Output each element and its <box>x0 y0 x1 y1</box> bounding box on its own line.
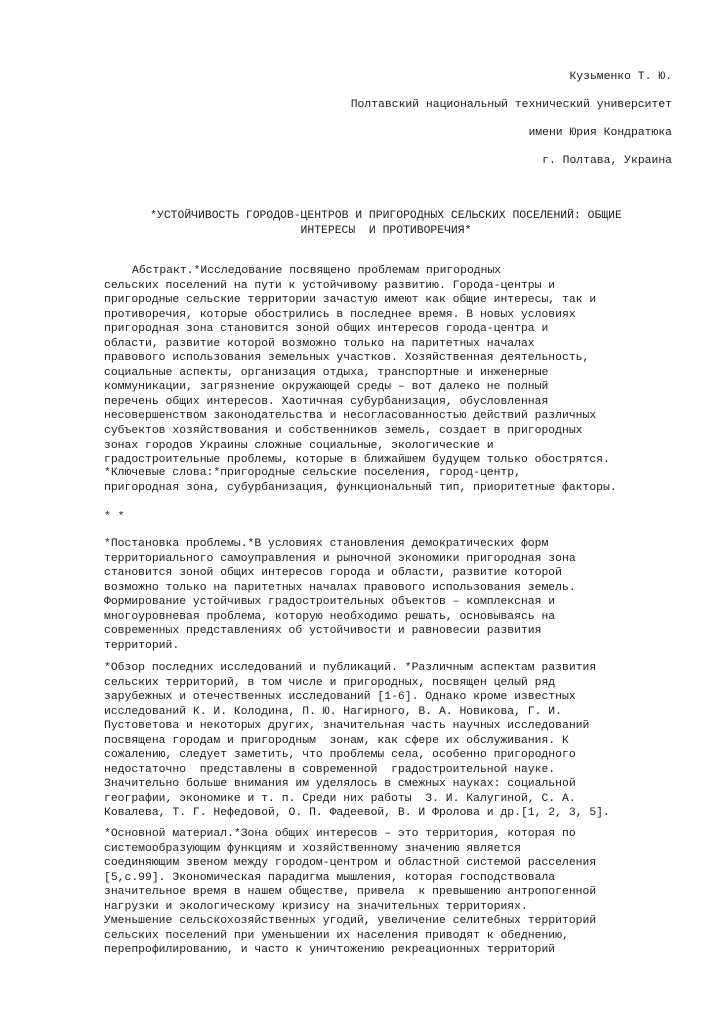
abstract-line: сельских поселений на пути к устойчивому развитию. Города-центры и <box>104 279 556 292</box>
title-line: ИНТЕРЕСЫ И ПРОТИВОРЕЧИЯ* <box>300 225 472 237</box>
review-paragraph <box>104 661 664 821</box>
main-line: сельских поселений при уменьшении их населения приводят к обеднению, <box>104 929 569 942</box>
main-line: значительное время в нашем обществе, привела к превышению антропогенной <box>104 886 597 899</box>
main-line: *Основной материал.*Зона общих интересов – это территория, которая по <box>104 828 576 840</box>
author-name: Кузьменко Т. Ю. <box>569 71 672 83</box>
title-line: *УСТОЙЧИВОСТЬ ГОРОДОВ-ЦЕНТРОВ И ПРИГОРОДНЫХ СЕЛЬСКИХ ПОСЕЛЕНИЙ: ОБЩИЕ <box>150 210 622 222</box>
review-line: Пустоветова и некоторых других, значительная часть научных исследований <box>104 720 590 733</box>
keywords-line: *Ключевые слова:*пригородные сельские поселения, город-центр, <box>104 467 521 479</box>
review-line: *Обзор последних исследований и публикаций. *Различным аспектам развития <box>104 662 597 674</box>
abstract-line: пригородные сельские территории зачастую имеют как общие интересы, так и <box>104 294 597 307</box>
review-line: исследований К. И. Колодина, П. Ю. Нагирного, В. А. Новикова, Г. И. <box>104 705 562 718</box>
problem-line: современных представлениях об устойчивости и равновесии развития <box>104 625 542 638</box>
abstract-line: противоречия, которые обострились в последнее время. В новых условиях <box>104 308 576 321</box>
problem-line: территорий. <box>104 639 180 652</box>
review-line: географии, экономике и т. п. Среди них работы З. И. Калугиной, С. А. <box>104 792 576 805</box>
review-line: недостаточно представлены в современной градостроительной науке. <box>104 763 556 776</box>
separator-stars: * * <box>104 511 125 523</box>
main-line: Уменьшение сельскохозяйственных угодий, увеличение селитебных территорий <box>104 915 597 928</box>
abstract-line: пригородная зона становится зоной общих интересов города-центра и <box>104 323 549 336</box>
university-name: Полтавский национальный технический университет <box>350 99 672 111</box>
review-line: сожалению, следует заметить, что проблемы села, особенно пригородного <box>104 749 576 762</box>
review-line: Ковалева, Т. Г. Нефедовой, О. П. Фадеевой, В. И Фролова и др.[1, 2, 3, 5]. <box>104 807 610 820</box>
abstract-line: правового использования земельных участков. Хозяйственная деятельность, <box>104 352 590 365</box>
city: г. Полтава, Украина <box>542 155 672 167</box>
abstract-line: градостроительные проблемы, которые в ближайшем будущем только обострятся. <box>104 454 610 467</box>
review-line: зарубежных и отечественных исследований [1-6]. Однако кроме известных <box>104 691 576 704</box>
review-line: Значительно больше внимания им уделялось в смежных науках: социальной <box>104 778 576 791</box>
main-line: системообразующим функциям и хозяйственному значению является <box>104 842 521 855</box>
main-line: перепрофилированию, и часто к уничтожению рекреационных территорий <box>104 944 556 957</box>
abstract-line: области, развитие которой возможно только на паритетных началах <box>104 337 535 350</box>
abstract-line: перечень общих интересов. Хаотичная субурбанизация, обусловленная <box>104 395 549 408</box>
abstract-line: коммуникации, загрязнение окружающей среды – вот далеко не полный <box>104 381 549 394</box>
abstract-line: социальные аспекты, организация отдыха, транспортные и инженерные <box>104 366 549 379</box>
abstract-line: Абстракт.*Исследование посвящено проблемам пригородных <box>132 265 502 277</box>
paper-title <box>130 209 642 239</box>
review-line: посвящена городам и пригородным зонам, как сфере их обслуживания. К <box>104 734 569 747</box>
review-line: сельских территорий, в том числе и пригородных, посвящен целый ряд <box>104 676 556 689</box>
problem-line: становится зоной общих интересов города и области, развитие которой <box>104 567 562 580</box>
university-named-after: имени Юрия Кондратюка <box>528 127 672 139</box>
keywords-line: пригородная зона, субурбанизация, функциональный тип, приоритетные факторы. <box>104 481 617 494</box>
problem-paragraph <box>104 537 664 653</box>
main-line: соединяющим звеном между городом-центром и областной системой расселения <box>104 857 597 870</box>
problem-line: Формирование устойчивых градостроительных объектов – комплексная и <box>104 596 556 609</box>
section-separator <box>104 510 664 525</box>
abstract-line: субъектов хозяйствования и собственников земель, создает в пригородных <box>104 425 583 438</box>
abstract-line: зонах городов Украины сложные социальные, экологические и <box>104 439 494 452</box>
main-line: [5,с.99]. Экономическая парадигма мышления, которая господствовала <box>104 871 556 884</box>
problem-line: возможно только на паритетных началах правового использования земель. <box>104 581 576 594</box>
problem-line: многоуровневая проблема, которую необходимо решать, основываясь на <box>104 610 556 623</box>
abstract-line: несовершенством законодательства и несогласованностью действий различных <box>104 410 597 423</box>
problem-line: территориального самоуправления и рыночной экономики пригородная зона <box>104 552 576 565</box>
keywords-paragraph <box>104 466 664 495</box>
problem-line: *Постановка проблемы.*В условиях становления демократических форм <box>104 538 549 550</box>
abstract-paragraph <box>104 264 664 468</box>
main-line: нагрузки и экологическому кризису на значительных территориях. <box>104 900 528 913</box>
main-material-paragraph <box>104 827 664 958</box>
